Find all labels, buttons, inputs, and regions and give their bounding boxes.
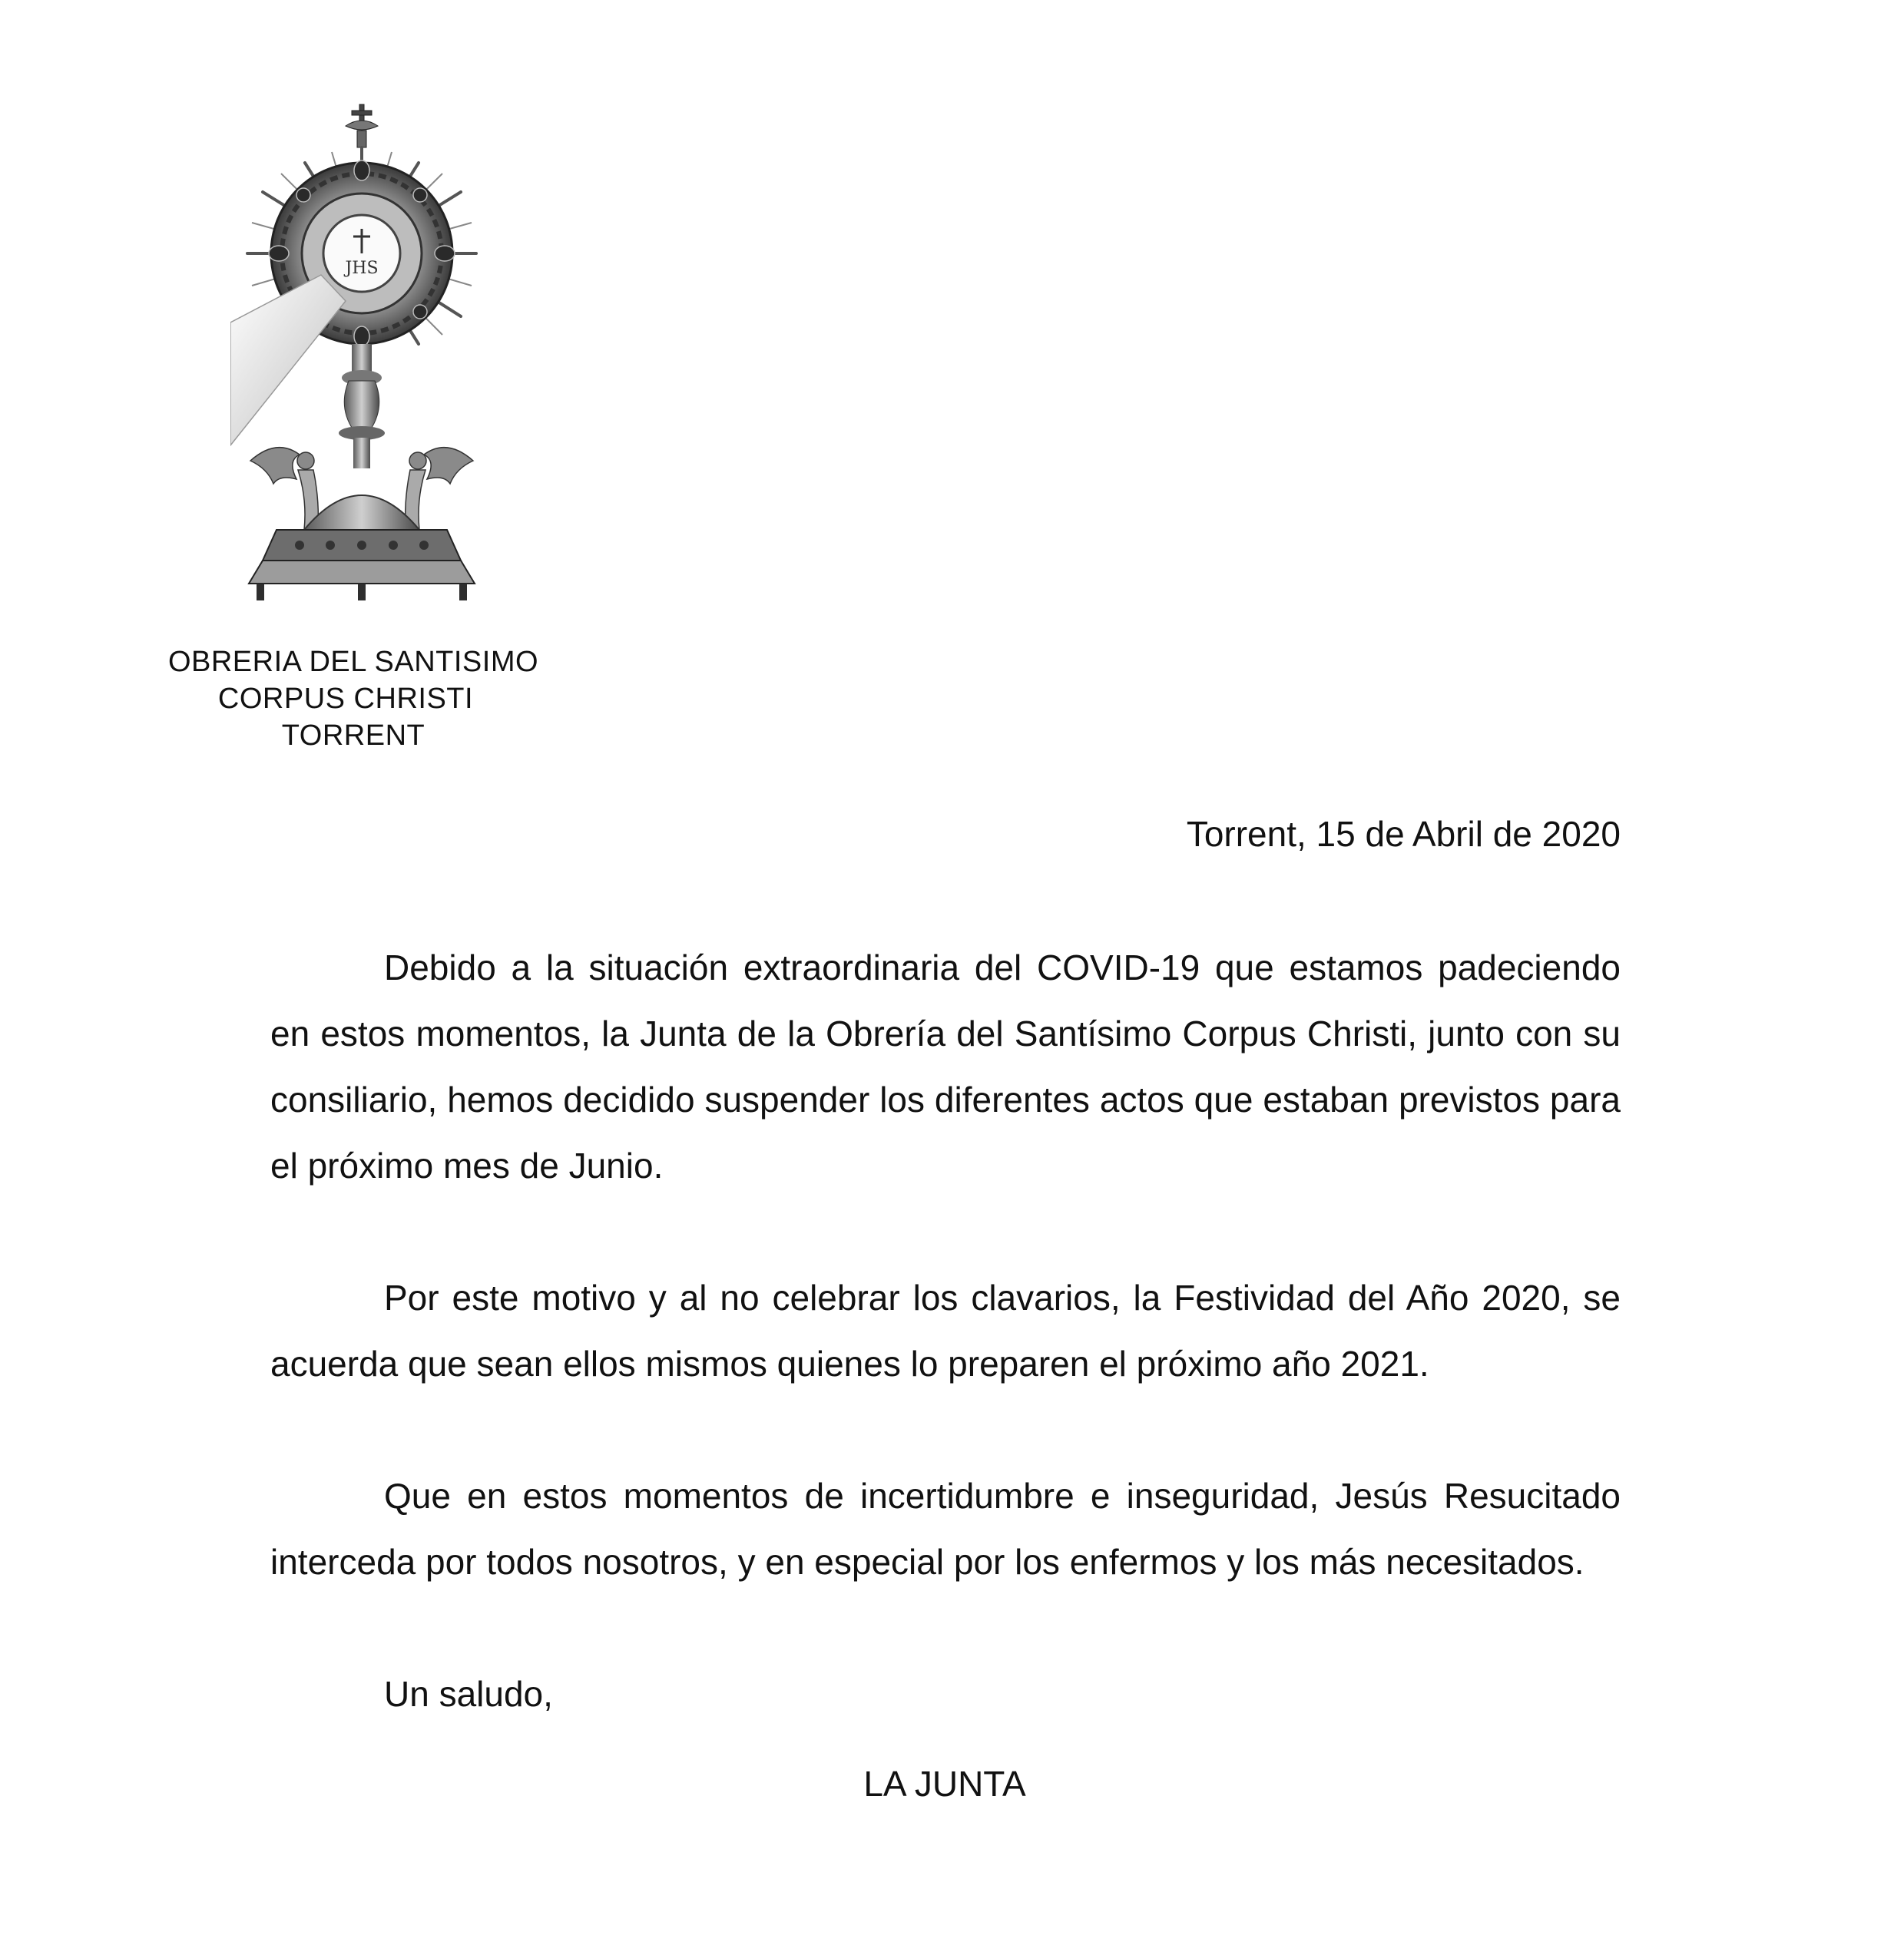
monstrance-icon — [230, 100, 499, 607]
paragraph: Debido a la situación extraordinaria del COVID-19 que estamos padeciendo en estos momentos, la Junta de la Obrería del Santísimo Corpus Christi, junto con su consiliario, hemos decidido suspender los diferentes actos que estaban previstos para el próximo mes de Junio. — [270, 948, 1621, 1186]
greeting: Un saludo, — [384, 1674, 553, 1714]
monogram-text: JHS — [345, 259, 379, 278]
organization-line-3: TORRENT — [281, 719, 426, 752]
paragraph: Por este motivo y al no celebrar los clavarios, la Festividad del Año 2020, se acuerda que sean ellos mismos quienes lo preparen el próximo año 2021. — [270, 1278, 1621, 1384]
organization-line-2: CORPUS CHRISTI — [217, 683, 474, 715]
letter-date: Torrent, 15 de Abril de 2020 — [1186, 814, 1621, 854]
letter-body — [270, 934, 1621, 1727]
signature: LA JUNTA — [863, 1764, 1026, 1804]
paragraph: Que en estos momentos de incertidumbre e inseguridad, Jesús Resucitado interceda por todos nosotros, y en especial por los enfermos y los más necesitados. — [270, 1476, 1621, 1582]
organization-line-1: OBRERIA DEL SANTISIMO — [167, 646, 539, 678]
organization-name — [115, 643, 591, 754]
